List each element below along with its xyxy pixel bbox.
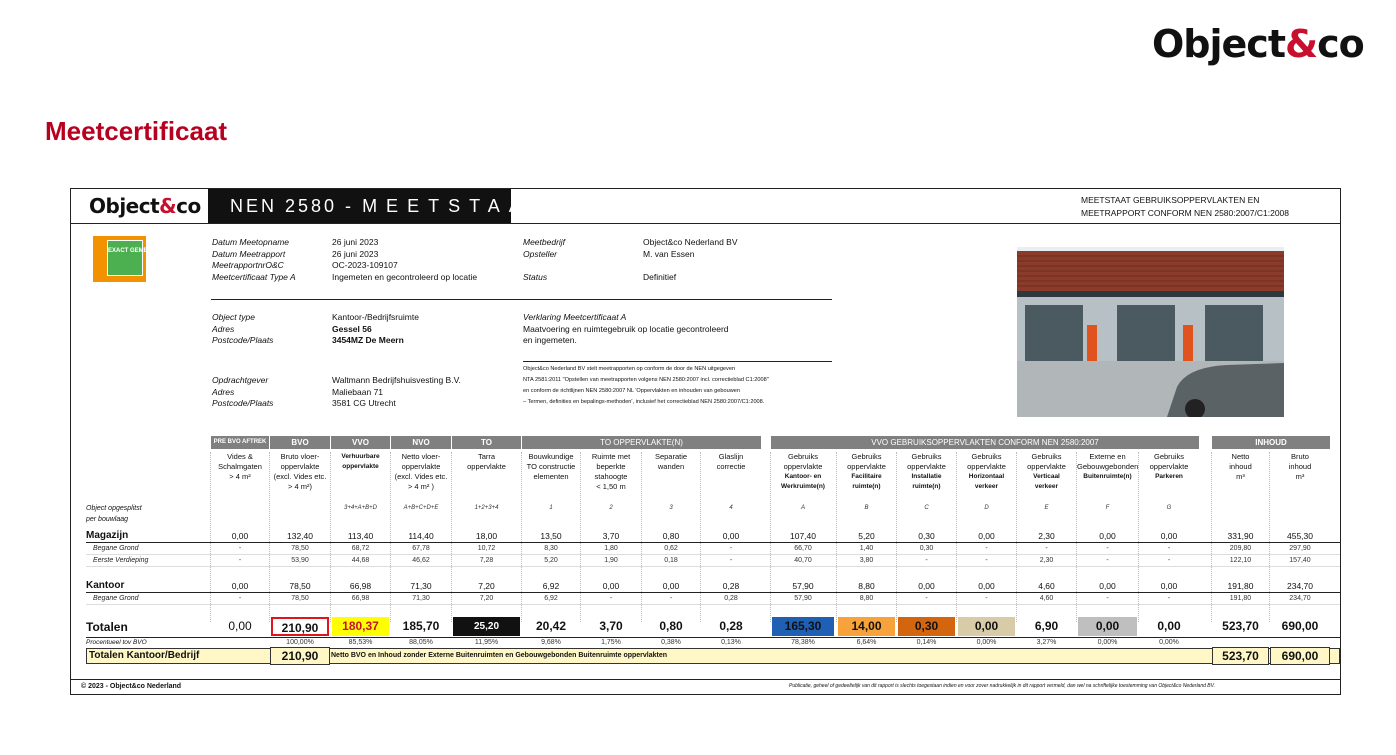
table-subcell: - xyxy=(925,595,928,602)
column-header: Bouwkundige TO constructie elementen xyxy=(526,452,576,481)
verklaring: Verklaring Meetcertificaat A Maatvoering en ruimtegebruik op locatie gecontroleerd en ingemeten. xyxy=(523,312,729,345)
table-subcell: - xyxy=(1106,595,1109,602)
table-cell: 18,00 xyxy=(475,531,498,541)
table-cell: 66,98 xyxy=(349,581,372,591)
group-header: VVO xyxy=(331,436,390,449)
sheet-logo: Object&co xyxy=(89,194,201,218)
table-subcell: 78,50 xyxy=(291,545,309,552)
totals-cell: 0,30 xyxy=(898,617,955,636)
column-header: Gebruiks oppervlakte Facilitaire ruimte(n) xyxy=(847,452,886,490)
footer-disclaimer: Publicatie, geheel of gedeeltelijk van dit rapport is slechts toegestaan indien en voor zover nadrukkelijk in dit rapport vermeld, dan wel na schriftelijke toestemming van Object&co Nederland BV. xyxy=(789,683,1215,689)
table-subcell: 53,90 xyxy=(291,557,309,564)
percent-cell: 6,64% xyxy=(856,639,877,646)
disclaimer-text: Object&co Nederland BV stelt meetrapporten op conform de door de NEN uitgegeven NTA 2581:2011 "Opstellen van meetrapporten volgens NEN 2580:2007 incl. correctieblad C1:2008" en conform de richtlijnen NEN 2580:2007 NL 'Oppervlakten en inhouden van gebouwen – Termen, definities en bepalings-methoden', inclusief het correctieblad NEN 2580:2007/C1:2008. xyxy=(523,366,769,405)
group-header: NVO xyxy=(391,436,451,449)
table-cell: 331,90 xyxy=(1227,531,1254,541)
table-subcell: - xyxy=(985,545,988,552)
exact-gemeten-badge: EXACT GEMETEN xyxy=(93,236,146,282)
percent-cell: 11,95% xyxy=(474,639,499,646)
percent-cell: 0,00% xyxy=(976,639,997,646)
table-subcell: 234,70 xyxy=(1289,595,1311,602)
divider xyxy=(211,299,832,300)
table-cell: 0,00 xyxy=(722,531,740,541)
percent-cell: 78,38% xyxy=(791,639,815,646)
sub-row-label: Eerste Verdieping xyxy=(93,557,149,564)
column-header: Netto vloer- oppervlakte (excl. Vides etc. > 4 m² ) xyxy=(394,452,448,491)
kantoor-bvo: 210,90 xyxy=(270,647,330,665)
table-subcell: 44,68 xyxy=(351,557,370,564)
table-cell: 0,00 xyxy=(662,581,680,591)
table-cell: 113,40 xyxy=(347,531,374,541)
table-subcell: 8,30 xyxy=(544,545,558,552)
table-subcell: 7,20 xyxy=(479,595,494,602)
table-subcell: 297,90 xyxy=(1289,545,1311,552)
percent-cell: 100,00% xyxy=(286,639,314,646)
column-formula: D xyxy=(984,505,989,511)
percent-label: Procentueel tov BVO xyxy=(86,639,147,646)
table-cell: 13,50 xyxy=(540,531,562,541)
table-cell: 7,20 xyxy=(478,581,495,591)
column-formula: E xyxy=(1044,505,1049,511)
sub-row-label: Begane Grond xyxy=(93,595,139,602)
column-formula: 1 xyxy=(549,505,553,511)
totals-cell: 25,20 xyxy=(453,617,520,636)
table-subcell: 1,90 xyxy=(604,557,618,564)
row-label: Magazijn xyxy=(86,530,129,541)
group-header: TO OPPERVLAKTE(N) xyxy=(522,436,761,449)
table-subcell: 8,80 xyxy=(859,595,874,602)
table-cell: 6,92 xyxy=(542,581,560,591)
building-photo xyxy=(1017,247,1284,417)
totals-cell: 6,90 xyxy=(1034,619,1059,633)
table-subcell: 0,18 xyxy=(664,557,678,564)
table-subcell: - xyxy=(669,595,673,602)
column-formula: 3 xyxy=(669,505,673,511)
table-subcell: 0,62 xyxy=(664,545,678,552)
header-right-text: MEETSTAAT GEBRUIKSOPPERVLAKTEN EN MEETRAPPORT CONFORM NEN 2580:2007/C1:2008 xyxy=(1081,195,1290,218)
footer-copyright: © 2023 - Object&co Nederland xyxy=(81,683,182,690)
column-formula: G xyxy=(1166,505,1172,511)
percent-cell: 0,14% xyxy=(916,639,937,646)
totals-cell: 0,28 xyxy=(719,619,743,633)
sub-row-label: Begane Grond xyxy=(93,545,139,552)
table-subcell: - xyxy=(985,557,988,564)
totals-cell: 210,90 xyxy=(271,617,329,636)
totals-cell: 14,00 xyxy=(838,617,895,636)
table-cell: 132,40 xyxy=(287,531,313,541)
column-header: Bruto vloer- oppervlakte (excl. Vides etc. > 4 m²) xyxy=(273,452,327,491)
table-subcell: - xyxy=(238,557,242,564)
kantoor-label: Totalen Kantoor/Bedrijf xyxy=(89,650,200,661)
table-cell: 0,00 xyxy=(918,581,935,591)
table-cell: 3,70 xyxy=(602,531,620,541)
column-formula: 2 xyxy=(609,505,613,511)
sheet-banner: NEN 2580 - MEETSTAAT xyxy=(208,189,511,223)
table-subcell: 6,92 xyxy=(544,595,558,602)
table-cell: 114,40 xyxy=(408,531,434,541)
column-formula: C xyxy=(924,505,929,511)
column-formula: F xyxy=(1105,505,1110,511)
table-subcell: - xyxy=(238,595,242,602)
table-subcell: 122,10 xyxy=(1229,557,1252,564)
client-labels: Opdrachtgever Adres Postcode/Plaats xyxy=(212,375,274,408)
table-subcell: 3,80 xyxy=(859,557,874,564)
client-values: Waltmann Bedrijfshuisvesting B.V. Maliebaan 71 3581 CG Utrecht xyxy=(332,375,461,408)
table-subcell: 2,30 xyxy=(1039,557,1054,564)
table-cell: 4,60 xyxy=(1038,581,1055,591)
table-cell: 0,00 xyxy=(1160,581,1178,591)
object-labels: Object type Adres Postcode/Plaats xyxy=(212,312,274,345)
brand-logo: Object&co xyxy=(1152,22,1364,66)
table-subcell: 191,80 xyxy=(1229,595,1252,602)
object-values: Kantoor-/Bedrijfsruimte Gessel 56 3454MZ De Meern xyxy=(332,312,419,345)
table-cell: 5,20 xyxy=(858,531,875,541)
table-subcell: 0,28 xyxy=(724,595,738,602)
column-header: Gebruiks oppervlakte Parkeren xyxy=(1149,452,1189,480)
split-label: Object opgesplitst xyxy=(86,505,142,512)
table-subcell: 57,90 xyxy=(794,595,812,602)
page-title: Meetcertificaat xyxy=(45,116,228,146)
totals-cell: 20,42 xyxy=(535,619,567,633)
row-rule xyxy=(86,604,1340,605)
group-header: PRE BVO AFTREK xyxy=(211,436,269,449)
table-cell: 0,00 xyxy=(231,531,249,541)
totals-label: Totalen xyxy=(86,620,128,634)
column-header: Ruimte met beperkte stahoogte < 1,50 m xyxy=(591,452,631,491)
table-subcell: 67,78 xyxy=(412,545,430,552)
column-formula: 3+4+A+B+D xyxy=(343,505,378,511)
column-header: Separatie wanden xyxy=(654,452,688,471)
table-subcell: - xyxy=(1167,557,1171,564)
percent-cell: 3,27% xyxy=(1036,639,1057,646)
totals-cell: 180,37 xyxy=(332,617,389,636)
percent-cell: 88,05% xyxy=(409,639,433,646)
table-subcell: 209,80 xyxy=(1229,545,1252,552)
row-rule xyxy=(86,566,1340,567)
table-subcell: - xyxy=(1106,545,1109,552)
table-subcell: - xyxy=(1167,595,1171,602)
column-header: Gebruiks oppervlakte Verticaal verkeer xyxy=(1027,452,1066,490)
table-subcell: - xyxy=(1045,545,1048,552)
column-header: Gebruiks oppervlakte Horizontaal verkeer xyxy=(967,452,1006,490)
group-header: BVO xyxy=(270,436,330,449)
column-header: Gebruiks oppervlakte Installatie ruimte(n) xyxy=(907,452,946,490)
table-subcell: 10,72 xyxy=(477,545,496,552)
table-cell: 0,00 xyxy=(1099,531,1116,541)
totals-cell: 0,00 xyxy=(228,619,252,633)
percent-cell: 0,00% xyxy=(1159,639,1179,646)
info-labels-1: Datum Meetopname Datum Meetrapport MeetrapportnrO&C Meetcertificaat Type A xyxy=(212,237,296,282)
table-subcell: - xyxy=(925,557,928,564)
column-header: Tarra oppervlakte xyxy=(467,452,506,471)
table-cell: 234,70 xyxy=(1287,581,1313,591)
table-subcell: - xyxy=(609,595,613,602)
totals-cell: 3,70 xyxy=(599,619,623,633)
table-cell: 0,28 xyxy=(722,581,740,591)
column-header: Vides & Schalmgaten > 4 m² xyxy=(218,452,262,481)
group-header: TO xyxy=(452,436,521,449)
table-subcell: 46,62 xyxy=(412,557,430,564)
table-cell: 2,30 xyxy=(1038,531,1055,541)
column-formula: B xyxy=(864,505,869,511)
totals-cell: 0,00 xyxy=(1078,617,1137,636)
table-subcell: 71,30 xyxy=(412,595,430,602)
row-label: Kantoor xyxy=(86,580,125,591)
table-cell: 78,50 xyxy=(289,581,311,591)
table-cell: 0,00 xyxy=(602,581,620,591)
column-header: Netto inhoud m³ xyxy=(1229,452,1252,481)
kantoor-note: Netto BVO en Inhoud zonder Externe Buitenruimten en Gebouwgebonden Buitenruimte oppervlakten xyxy=(331,652,668,659)
info-values-2: Object&co Nederland BV M. van Essen Definitief xyxy=(643,237,738,282)
column-header: Gebruiks oppervlakte Kantoor- en Werkruimte(n) xyxy=(781,452,825,490)
table-subcell: 1,80 xyxy=(604,545,618,552)
table-cell: 0,00 xyxy=(231,581,249,591)
totals-cell: 0,00 xyxy=(958,617,1015,636)
table-subcell: 66,98 xyxy=(351,595,370,602)
group-header: INHOUD xyxy=(1212,436,1330,449)
table-subcell: 66,70 xyxy=(794,545,812,552)
table-subcell: 157,40 xyxy=(1289,557,1311,564)
percent-cell: 0,38% xyxy=(661,639,681,646)
table-cell: 191,80 xyxy=(1227,581,1254,591)
footer-rule xyxy=(71,679,1340,680)
table-subcell: - xyxy=(1106,557,1109,564)
table-cell: 0,80 xyxy=(662,531,680,541)
percent-cell: 0,13% xyxy=(721,639,741,646)
table-subcell: 0,30 xyxy=(919,545,934,552)
table-subcell: 68,72 xyxy=(351,545,370,552)
column-header: Bruto inhoud m³ xyxy=(1288,452,1312,481)
table-subcell: 4,60 xyxy=(1039,595,1054,602)
table-subcell: 5,20 xyxy=(544,557,558,564)
divider xyxy=(523,361,832,362)
table-subcell: - xyxy=(1167,545,1171,552)
percent-cell: 0,00% xyxy=(1097,639,1118,646)
table-subcell: 40,70 xyxy=(794,557,812,564)
column-header: Glaslijn correctie xyxy=(716,452,746,471)
measurement-sheet xyxy=(70,188,1341,695)
table-cell: 0,00 xyxy=(1099,581,1116,591)
totals-cell: 690,00 xyxy=(1281,619,1319,633)
table-cell: 107,40 xyxy=(790,531,816,541)
table-subcell: 7,28 xyxy=(479,557,494,564)
kantoor-bruto-inhoud: 690,00 xyxy=(1270,647,1330,665)
totals-cell: 0,80 xyxy=(659,619,683,633)
percent-cell: 9,68% xyxy=(541,639,561,646)
column-formula: A xyxy=(800,505,805,511)
column-formula: 4 xyxy=(729,505,733,511)
table-subcell: 1,40 xyxy=(859,545,874,552)
table-subcell: - xyxy=(729,557,733,564)
column-header: Verhuurbare oppervlakte xyxy=(341,453,380,470)
table-cell: 0,00 xyxy=(978,581,995,591)
table-cell: 57,90 xyxy=(792,581,814,591)
split-label: per bouwlaag xyxy=(86,516,129,523)
table-cell: 0,00 xyxy=(978,531,995,541)
percent-cell: 1,75% xyxy=(601,639,621,646)
group-header: VVO GEBRUIKSOPPERVLAKTEN CONFORM NEN 2580:2007 xyxy=(771,436,1199,449)
totals-cell: 523,70 xyxy=(1222,619,1259,633)
table-subcell: - xyxy=(729,545,733,552)
column-header: Externe en Gebouwgebonden Buitenruimte(n) xyxy=(1077,452,1139,480)
table-cell: 0,30 xyxy=(918,531,935,541)
table-cell: 8,80 xyxy=(858,581,875,591)
kantoor-netto-inhoud: 523,70 xyxy=(1212,647,1269,665)
column-formula: 1+2+3+4 xyxy=(474,505,499,511)
table-cell: 71,30 xyxy=(410,581,432,591)
totals-cell: 165,30 xyxy=(772,617,834,636)
info-values-1: 26 juni 2023 26 juni 2023 OC-2023-109107 Ingemeten en gecontroleerd op locatie xyxy=(332,237,478,282)
table-subcell: 78,50 xyxy=(291,595,309,602)
totals-cell: 185,70 xyxy=(402,619,440,633)
table-cell: 0,00 xyxy=(1160,531,1178,541)
table-cell: 455,30 xyxy=(1287,531,1313,541)
table-subcell: - xyxy=(985,595,988,602)
totals-cell: 0,00 xyxy=(1157,619,1181,633)
column-formula: A+B+C+D+E xyxy=(403,505,439,511)
info-labels-2: Meetbedrijf Opsteller Status xyxy=(523,237,566,282)
percent-cell: 85,53% xyxy=(348,639,373,646)
table-subcell: - xyxy=(238,545,242,552)
divider xyxy=(71,223,1340,224)
